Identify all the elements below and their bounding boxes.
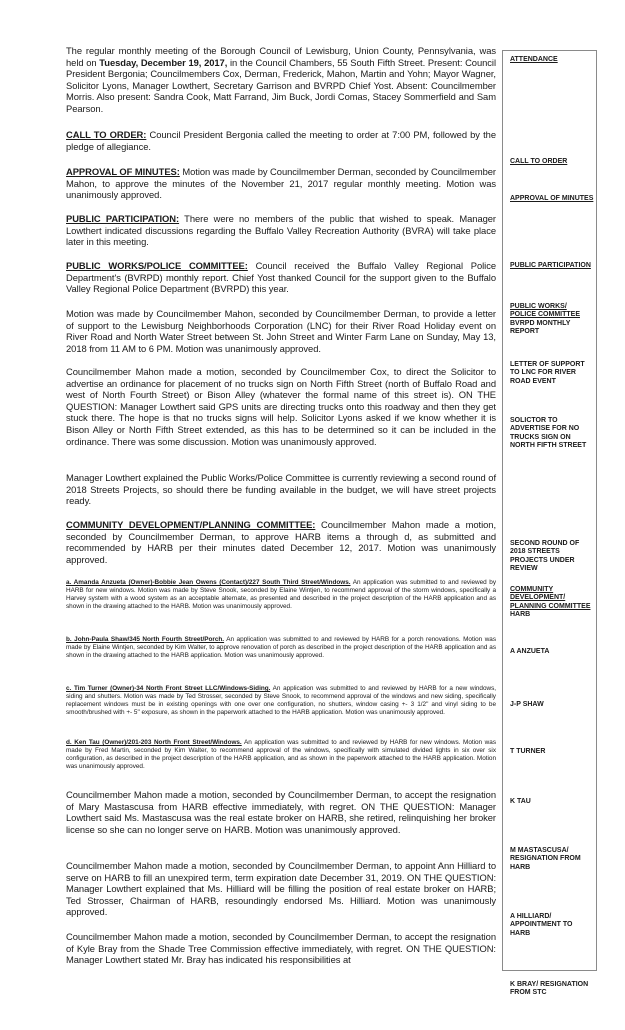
- harb-item-c: [66, 685, 496, 717]
- harb-item-b: [66, 636, 496, 660]
- note-attendance-label: ATTENDANCE: [510, 56, 558, 63]
- note-public-participation-label: PUBLIC PARTICIPATION: [510, 262, 591, 269]
- approval-minutes-paragraph: [66, 166, 496, 201]
- note-hilliard-label: A HILLIARD/ APPOINTMENT TO HARB: [510, 913, 573, 937]
- note-streets-projects-label: SECOND ROUND OF 2018 STREETS PROJECTS UNDER REVIEW: [510, 540, 580, 572]
- margin-notes-box: [502, 50, 597, 997]
- public-works-text: Council received the Buffalo Valley Regional Police Department's (BVRPD) monthly report. Chief Yost thanked Council for the support given to the Buffalo Valley Regional Police Department (BVRPD) this year.: [66, 260, 496, 295]
- harb-item-b-heading: b. John-Paula Shaw/345 North Fourth Street/Porch.: [66, 636, 225, 643]
- streets-projects-paragraph: Manager Lowthert explained the Public Works/Police Committee is currently reviewing a second round of 2018 Streets Projects, so should there be funding available in the budget, we will have street projects ready.: [66, 472, 496, 507]
- harb-item-a: [66, 579, 496, 611]
- note-bray-label: K BRAY/ RESIGNATION FROM STC: [510, 981, 589, 997]
- attendance-paragraph: [66, 45, 496, 115]
- note-streets-projects: [510, 540, 594, 573]
- note-no-trucks-label: SOLICTOR TO ADVERTISE FOR NO TRUCKS SIGN ON NORTH FIFTH STREET: [510, 417, 587, 449]
- harb-item-a-heading: a. Amanda Anzueta (Owner)-Bobbie Jean Owens (Contact)/227 South Third Street/Windows.: [66, 579, 351, 586]
- harb-item-d-text: An application was submitted to and reviewed by HARB for new windows. Motion was made by Fred Martin, seconded by Kim Walter, to recommend approval of the windows, specifically with simulated divided lights in six over six configuration, as described in the project description of the HARB application, and as shown in the paperwork attached to the HARB application. Motion was unanimously approved.: [66, 739, 496, 771]
- harb-item-c-heading: c. Tim Turner (Owner)-34 North Front Street LLC/Windows-Siding.: [66, 685, 271, 692]
- harb-item-d-heading: d. Ken Tau (Owner)/201-203 North Front Street/Windows.: [66, 739, 242, 746]
- call-to-order-heading: CALL TO ORDER:: [66, 129, 147, 140]
- note-approval-minutes: [510, 168, 594, 203]
- note-public-works-label: PUBLIC WORKS/ POLICE COMMITTEE: [510, 303, 580, 319]
- community-dev-heading: COMMUNITY DEVELOPMENT/PLANNING COMMITTEE:: [66, 519, 316, 530]
- note-community-dev-label: COMMUNITY DEVELOPMENT/ PLANNING COMMITTEE: [510, 586, 591, 610]
- note-harb-a: [510, 648, 594, 656]
- note-attendance: [510, 56, 594, 64]
- note-harb: HARB: [510, 610, 531, 618]
- note-mastascusa-label: M MASTASCUSA/ RESIGNATION FROM HARB: [510, 847, 581, 871]
- note-public-works: [510, 303, 594, 336]
- approval-minutes-heading: APPROVAL OF MINUTES:: [66, 166, 180, 177]
- harb-item-d: [66, 739, 496, 771]
- call-to-order-paragraph: [66, 129, 496, 152]
- call-to-order-text: Council President Bergonia called the meeting to order at 7:00 PM, followed by the pledge of allegiance.: [66, 129, 496, 152]
- note-harb-c: [510, 748, 594, 756]
- note-harb-a-label: A ANZUETA: [510, 648, 550, 655]
- public-participation-text: There were no members of the public that wished to speak. Manager Lowthert indicated discussions regarding the Buffalo Valley Recreation Authority (BVRA) will take place later in this meeting.: [66, 213, 497, 248]
- note-harb-b-label: J-P SHAW: [510, 701, 544, 708]
- meeting-date: Tuesday, December 19, 2017,: [99, 56, 228, 68]
- hilliard-paragraph: Councilmember Mahon made a motion, seconded by Councilmember Derman, to appoint Ann Hilliard to serve on HARB to fill an unexpired term, term expiration date December 31, 2019. ON THE QUESTION: Manager Lowthert explained that Ms. Hilliard will be filling the position of real estate broker on HARB; Ted Strosser, Chairman of HARB, resoundingly endorsed Ms. Hilliard. Motion was unanimously approved.: [66, 860, 496, 918]
- harb-item-c-text: An application was submitted to and reviewed by HARB for a new windows, siding and shutters. Motion was made by Ted Strosser, seconded by Steve Snook, to recommend approval of the windows and new siding, specifically replacement windows must be in existing openings with one over one configuration, no shutters, window casing +- 3 1/2" and vinyl siding to be smooth/brushed with +- 5" exposure, as shown in the paperwork attached to the HARB application. Motion was unanimously approved.: [66, 685, 497, 717]
- public-participation-paragraph: [66, 213, 496, 248]
- public-works-heading: PUBLIC WORKS/POLICE COMMITTEE:: [66, 260, 248, 271]
- note-harb-b: [510, 701, 594, 709]
- public-participation-heading: PUBLIC PARTICIPATION:: [66, 213, 180, 224]
- community-dev-paragraph: [66, 519, 496, 565]
- note-lnc-letter: [510, 361, 594, 386]
- note-harb-d: [510, 798, 594, 806]
- note-call-to-order: [510, 158, 594, 166]
- note-lnc-letter-label: LETTER OF SUPPORT TO LNC FOR RIVER ROAD EVENT: [510, 361, 585, 385]
- approval-minutes-text: Motion was made by Councilmember Derman, seconded by Councilmember Mahon, to approve the minutes of the November 21, 2017 regular monthly meeting. Motion was unanimously approved.: [66, 166, 496, 201]
- lnc-letter-paragraph: Motion was made by Councilmember Mahon, seconded by Councilmember Derman, to provide a letter of support to the Lewisburg Neighborhoods Corporation (LNC) for their River Road Holiday event on River Road and North Water Street between St. John Street and Winter Farm Lane on Sunday, May 13, 2018 from 11 AM to 6 PM. Motion was unanimously approved.: [66, 308, 496, 354]
- attendance-text: The regular monthly meeting of the Borough Council of Lewisburg, Union County, Pennsylvania, was held on: [66, 45, 496, 68]
- mastascusa-paragraph: Councilmember Mahon made a motion, seconded by Councilmember Derman, to accept the resignation of Mary Mastascusa from HARB effective immediately, with regret. ON THE QUESTION: Manager Lowthert said Ms. Mastascusa was the real estate broker on HARB, she retired, relinquishing her broker license so she can no longer serve on HARB. Motion was unanimously approved.: [66, 789, 496, 835]
- bray-paragraph: Councilmember Mahon made a motion, seconded by Councilmember Derman, to accept the resignation of Kyle Bray from the Shade Tree Commission effective immediately, with regret. ON THE QUESTION: Manager Lowthert stated Mr. Bray has indicated his responsibilities at: [66, 931, 496, 966]
- note-mastascusa: [510, 847, 594, 872]
- community-dev-text: Councilmember Mahon made a motion, seconded by Councilmember Derman, to approve HARB items a through d, as submitted and recommended by HARB per their minutes dated December 12, 2017. Motion was unanimously approved.: [66, 519, 497, 565]
- no-trucks-paragraph: Councilmember Mahon made a motion, seconded by Councilmember Cox, to direct the Solicitor to advertise an ordinance for placement of no trucks sign on North Fifth Street (north of Buffalo Road and west of North Fourth Street) or Bison Alley (whatever the formal name of this street is). ON THE QUESTION: Manager Lowthert said GPS units are directing trucks onto this roadway and then they get stuck there. The hope is that no trucks signs will help. Solicitor Lyons asked if we know whether it is Bison Alley or North Fifth Street extended, as this has to be determined so it can be included in the ordinance. There was some discussion. Motion was unanimously approved.: [66, 366, 496, 447]
- harb-item-b-text: An application was submitted to and reviewed by HARB for a porch renovations. Motion was made by Elaine Wintjen, seconded by Kim Walter, to approve renovation of porch as described in the project description of the HARB application and as shown in the drawing attached to the HARB application. Motion was unanimously approved.: [66, 636, 497, 660]
- public-works-paragraph: [66, 260, 496, 295]
- note-harb-c-label: T TURNER: [510, 748, 546, 755]
- note-public-participation: [510, 262, 594, 270]
- note-bvrpd-report: BVRPD MONTHLY REPORT: [510, 319, 571, 335]
- attendance-text-2: in the Council Chambers, 55 South Fifth Street. Present: Council President Bergonia; Councilmembers Cox, Derman, Frederick, Mahon, Martin and Yohn; Mayor Wagner, Solicitor Lyons, Manager Lowthert, Secretary Garrison and BVRPD Chief Yost. Absent: Councilmember Morris. Also present: Sandra Cook, Matt Farrand, Jim Buck, Jordi Comas, Stacey Sommerfield and Sam Pearson.: [66, 56, 496, 114]
- note-approval-minutes-label: APPROVAL OF MINUTES: [510, 195, 594, 202]
- harb-item-a-text: An application was submitted to and reviewed by HARB for new windows. Motion was made by Steve Snook, seconded by Elaine Wintjen, to recommend approval of the storm windows, specifically a Harvey system with a wood system as an acceptable alternate, as presented and described in the project description of the HARB application and as shown in the drawing attached to the HARB. Motion was unanimously approved.: [66, 579, 496, 611]
- note-call-to-order-label: CALL TO ORDER: [510, 158, 568, 165]
- note-bray: [510, 934, 594, 998]
- note-community-dev: [510, 586, 594, 619]
- note-harb-d-label: K TAU: [510, 798, 531, 805]
- note-no-trucks: [510, 417, 594, 450]
